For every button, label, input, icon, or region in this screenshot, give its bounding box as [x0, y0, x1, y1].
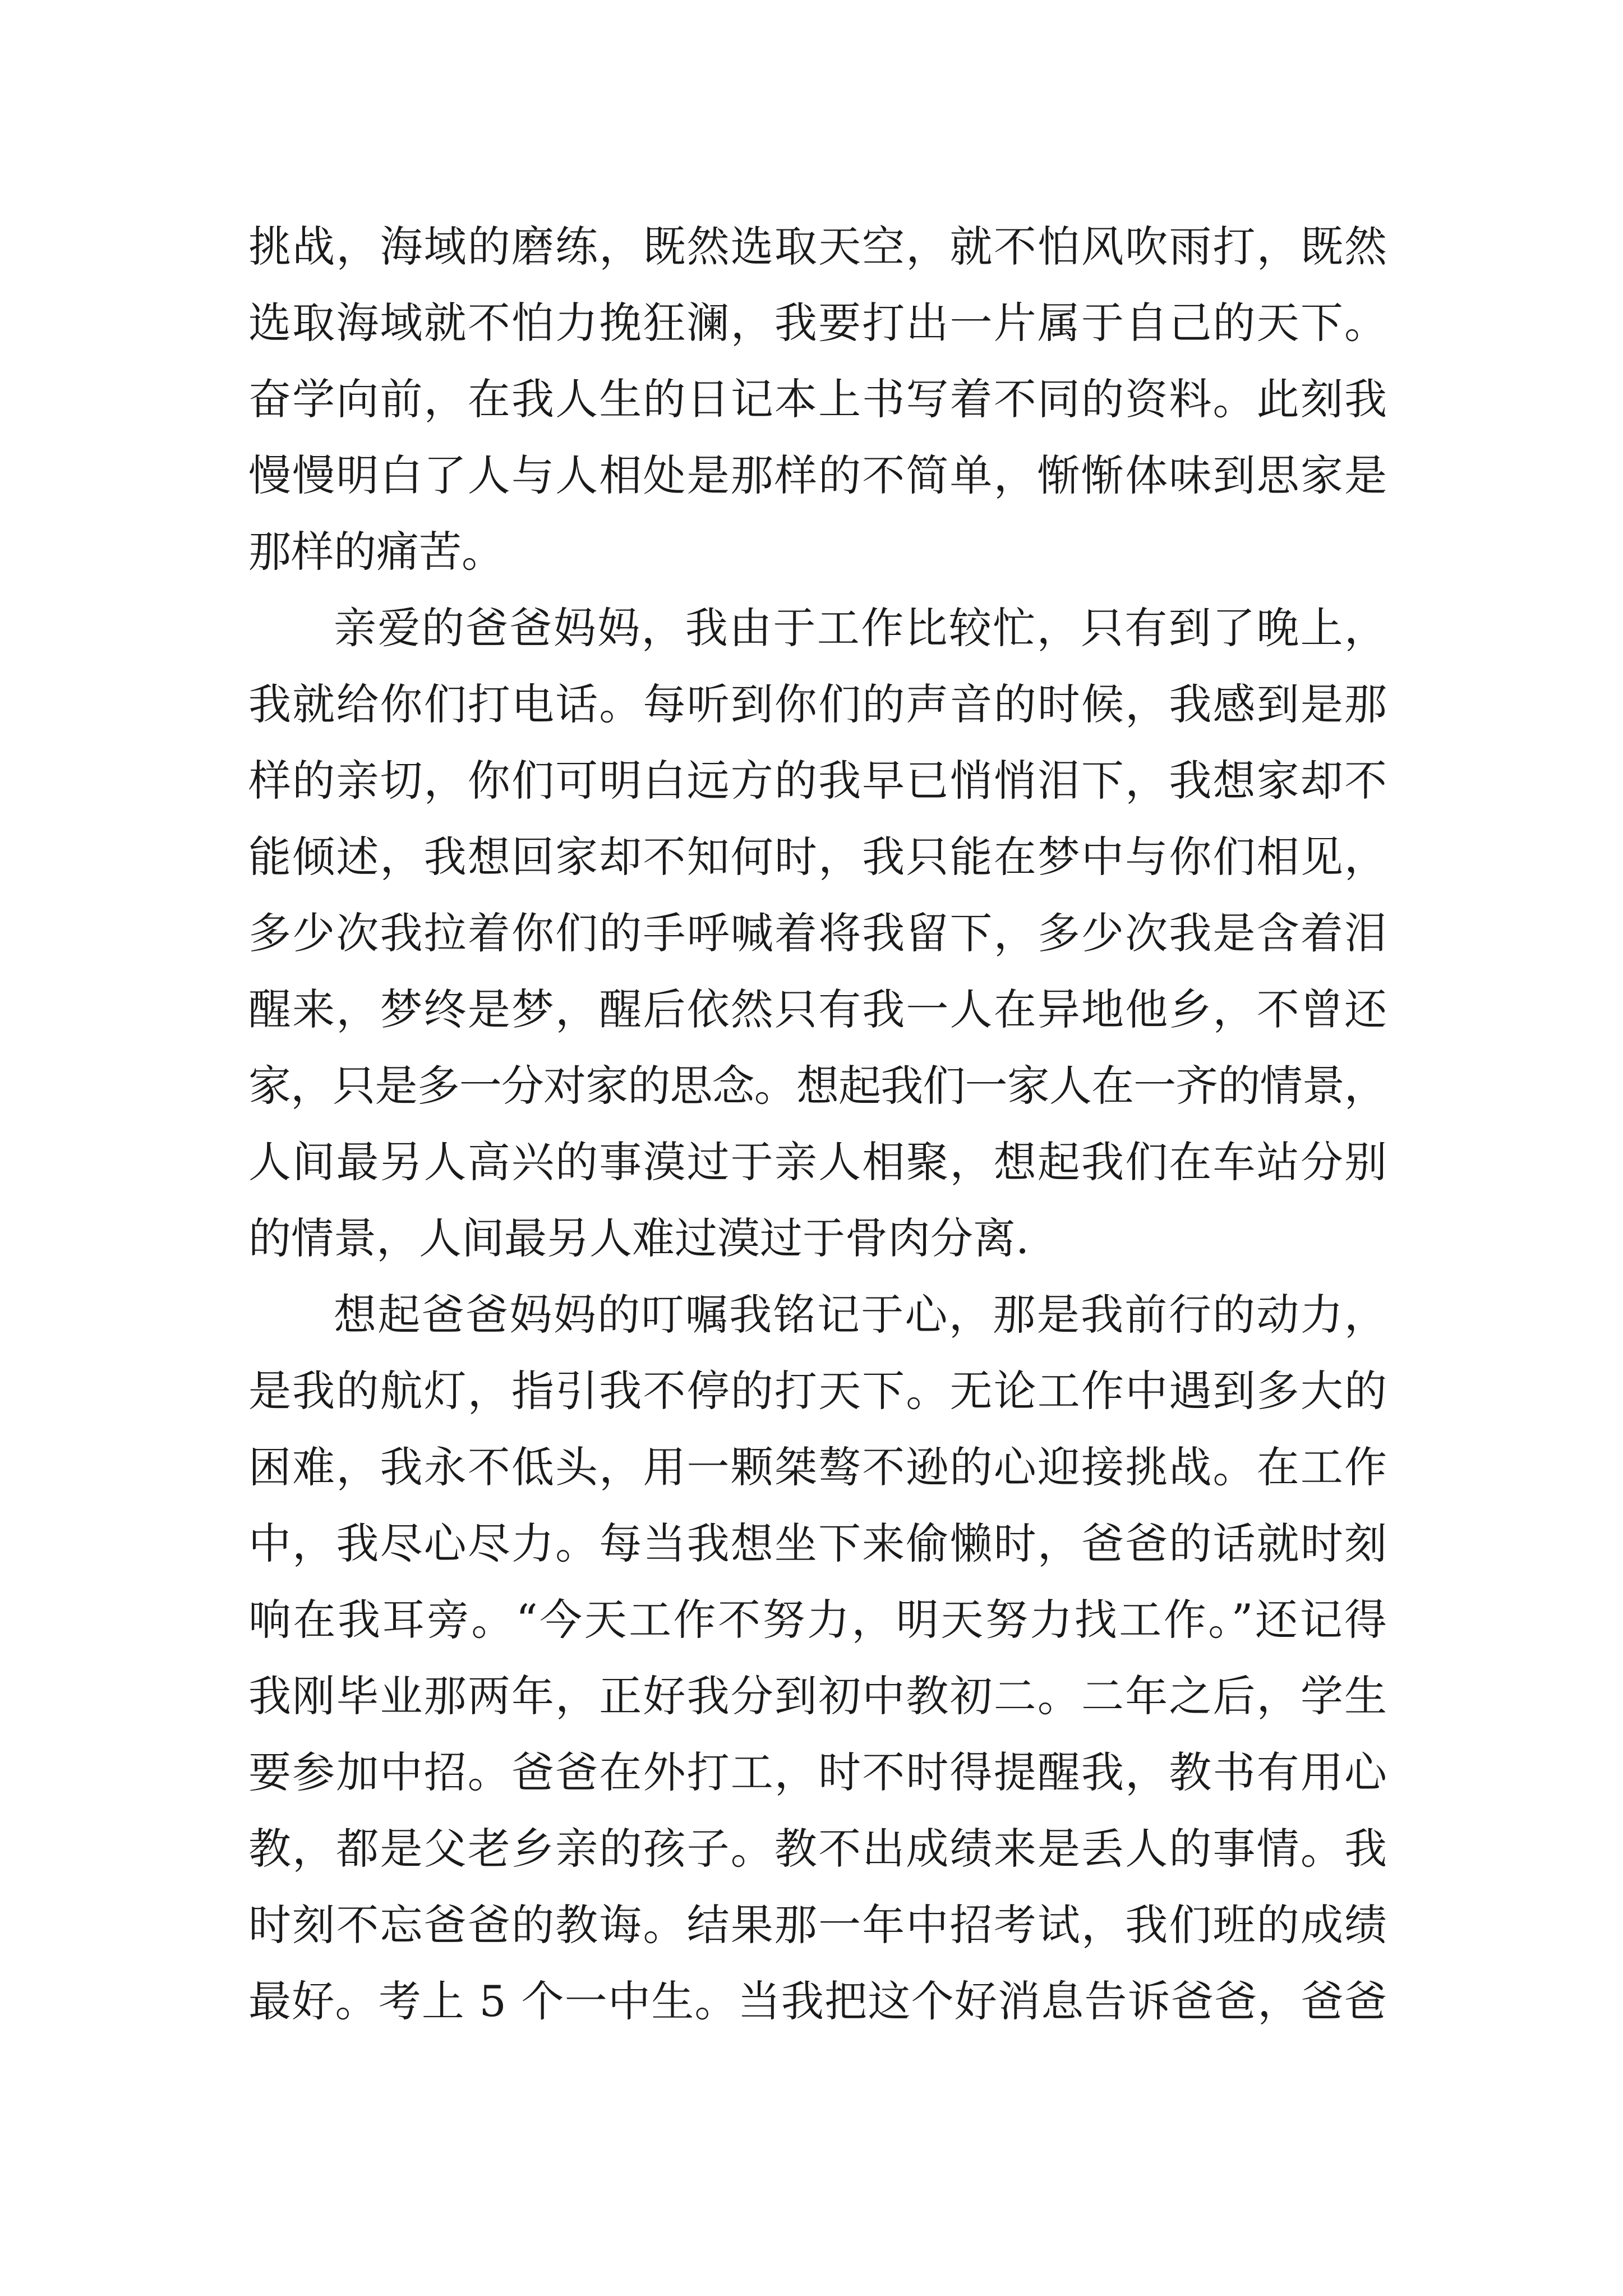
- text-line: 的情景，人间最另人难过漠过于骨肉分离.: [248, 1213, 1030, 1263]
- text-line: 醒来，梦终是梦，醒后依然只有我一人在异地他乡，不曾还: [248, 984, 1389, 1034]
- text-line: 教，都是父老乡亲的孩子。教不出成绩来是丢人的事情。我: [248, 1824, 1389, 1874]
- text-line: 困难，我永不低头，用一颗桀骜不逊的心迎接挑战。在工作: [248, 1442, 1389, 1492]
- text-line: 那样的痛苦。: [248, 527, 504, 577]
- body-text: [248, 209, 1387, 2040]
- text-line: 时刻不忘爸爸的教诲。结果那一年中招考试，我们班的成绩: [248, 1900, 1389, 1950]
- text-line: 样的亲切，你们可明白远方的我早已悄悄泪下，我想家却不: [248, 756, 1389, 806]
- text-line: 多少次我拉着你们的手呼喊着将我留下，多少次我是含着泪: [248, 908, 1389, 958]
- text-line: 中，我尽心尽力。每当我想坐下来偷懒时，爸爸的话就时刻: [248, 1519, 1389, 1568]
- text-line: 最好。考上 5 个一中生。当我把这个好消息告诉爸爸，爸爸: [248, 1976, 1388, 2026]
- text-line: 人间最另人高兴的事漠过于亲人相聚，想起我们在车站分别: [248, 1137, 1389, 1187]
- text-line: 奋学向前，在我人生的日记本上书写着不同的资料。此刻我: [248, 374, 1389, 424]
- text-line: 家，只是多一分对家的思念。想起我们一家人在一齐的情景，: [248, 1061, 1387, 1111]
- paragraph-first-line: 亲爱的爸爸妈妈，我由于工作比较忙，只有到了晚上，: [334, 603, 1389, 653]
- text-line: 我刚毕业那两年，正好我分到初中教初二。二年之后，学生: [248, 1671, 1389, 1721]
- text-line: 能倾述，我想回家却不知何时，我只能在梦中与你们相见，: [248, 832, 1389, 882]
- text-line: 挑战，海域的磨练，既然选取天空，就不怕风吹雨打，既然: [248, 222, 1389, 272]
- paragraph-first-line: 想起爸爸妈妈的叮嘱我铭记于心，那是我前行的动力，: [334, 1290, 1389, 1340]
- text-line: 要参加中招。爸爸在外打工，时不时得提醒我，教书有用心: [248, 1747, 1389, 1797]
- text-line: 响在我耳旁。“今天工作不努力，明天努力找工作。”还记得: [248, 1595, 1389, 1645]
- text-line: 选取海域就不怕力挽狂澜，我要打出一片属于自己的天下。: [248, 298, 1389, 348]
- text-line: 慢慢明白了人与人相处是那样的不简单，惭惭体味到思家是: [248, 450, 1389, 500]
- text-line: 我就给你们打电话。每听到你们的声音的时候，我感到是那: [248, 679, 1389, 729]
- text-line: 是我的航灯，指引我不停的打天下。无论工作中遇到多大的: [248, 1366, 1389, 1416]
